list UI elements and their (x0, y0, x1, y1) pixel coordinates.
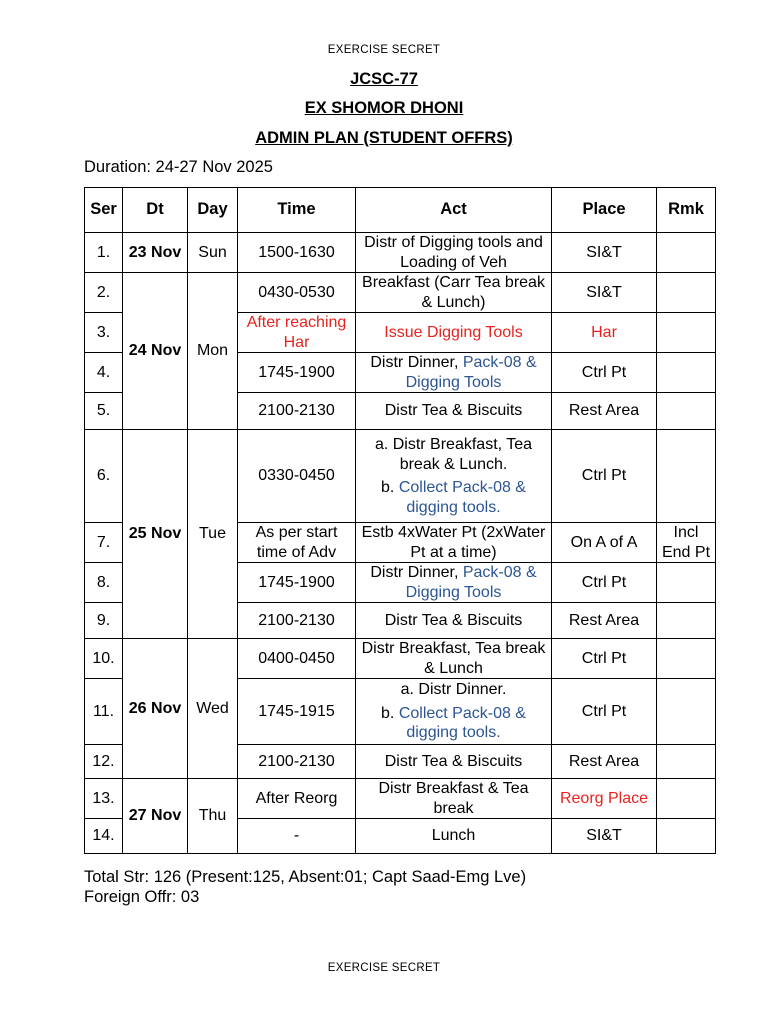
rmk-cell (657, 819, 716, 854)
time-cell: 2100-2130 (238, 603, 356, 639)
time-cell: After reaching Har (238, 313, 356, 353)
place-cell: Ctrl Pt (552, 679, 657, 745)
act-cell: Estb 4xWater Pt (2xWater Pt at a time) (356, 523, 552, 563)
classification-top: EXERCISE SECRET (327, 44, 441, 56)
table-row (85, 233, 716, 273)
time-cell: As per start time of Adv (238, 523, 356, 563)
act-highlight-text: Collect Pack-08 & digging tools. (398, 704, 526, 742)
header-act: Act (356, 188, 552, 233)
ser-cell: 11. (85, 679, 123, 745)
act-cell: Distr Tea & Biscuits (356, 393, 552, 430)
act-item-a: a. Distr Breakfast, Tea break & Lunch. (374, 436, 533, 473)
time-cell: - (238, 819, 356, 854)
time-cell: 0400-0450 (238, 639, 356, 679)
header-day: Day (188, 188, 238, 233)
act-cell: Distr Breakfast & Tea break (356, 779, 552, 819)
time-cell: 1745-1915 (238, 679, 356, 745)
rmk-cell (657, 273, 716, 313)
rmk-cell (657, 603, 716, 639)
place-cell: Reorg Place (552, 779, 657, 819)
ser-cell: 9. (85, 603, 123, 639)
time-cell: 1500-1630 (238, 233, 356, 273)
time-cell: 0330-0450 (238, 430, 356, 523)
table-header-row (85, 188, 716, 233)
time-cell: After Reorg (238, 779, 356, 819)
act-cell: Issue Digging Tools (356, 313, 552, 353)
act-cell: Distr Breakfast, Tea break & Lunch (356, 639, 552, 679)
day-cell: Tue (188, 430, 238, 639)
act-cell (356, 430, 552, 523)
act-item-a: a. Distr Dinner. (400, 681, 507, 699)
date-cell: 26 Nov (123, 639, 188, 779)
ser-cell: 14. (85, 819, 123, 854)
plan-title: ADMIN PLAN (STUDENT OFFRS) (255, 129, 513, 147)
act-item-b-lead: b. (381, 704, 399, 722)
act-highlight-text: Pack-08 & Digging Tools (405, 564, 537, 601)
act-cell (356, 679, 552, 745)
time-cell: 2100-2130 (238, 745, 356, 779)
ser-cell: 13. (85, 779, 123, 819)
place-cell: SI&T (552, 273, 657, 313)
place-cell: Rest Area (552, 603, 657, 639)
place-cell: Ctrl Pt (552, 563, 657, 603)
time-cell: 0430-0530 (238, 273, 356, 313)
place-cell: Rest Area (552, 393, 657, 430)
header-dt: Dt (123, 188, 188, 233)
duration: Duration: 24-27 Nov 2025 (84, 158, 273, 176)
ser-cell: 5. (85, 393, 123, 430)
rmk-cell (657, 393, 716, 430)
act-highlight-text: Pack-08 & Digging Tools (405, 354, 537, 391)
header-ser: Ser (85, 188, 123, 233)
act-text: Distr Dinner, (370, 564, 463, 581)
act-text: Distr Dinner, (370, 354, 463, 371)
place-cell: Ctrl Pt (552, 430, 657, 523)
ser-cell: 1. (85, 233, 123, 273)
rmk-cell (657, 353, 716, 393)
rmk-cell (657, 563, 716, 603)
table-row (85, 273, 716, 313)
ser-cell: 10. (85, 639, 123, 679)
ser-cell: 2. (85, 273, 123, 313)
place-cell: On A of A (552, 523, 657, 563)
place-cell: SI&T (552, 819, 657, 854)
act-cell: Distr Tea & Biscuits (356, 745, 552, 779)
place-cell: Ctrl Pt (552, 353, 657, 393)
exercise-title: EX SHOMOR DHONI (304, 99, 464, 117)
admin-plan-table (84, 187, 716, 854)
ser-cell: 4. (85, 353, 123, 393)
date-cell: 23 Nov (123, 233, 188, 273)
date-cell: 27 Nov (123, 779, 188, 854)
act-cell (356, 563, 552, 603)
rmk-cell (657, 779, 716, 819)
act-item-b-lead: b. (381, 479, 399, 496)
day-cell: Thu (188, 779, 238, 854)
total-strength: Total Str: 126 (Present:125, Absent:01; Capt Saad-Emg Lve) (84, 868, 527, 886)
table-row (85, 430, 716, 523)
table-row (85, 639, 716, 679)
act-cell: Distr Tea & Biscuits (356, 603, 552, 639)
ser-cell: 12. (85, 745, 123, 779)
table-row (85, 779, 716, 819)
act-item-b (359, 478, 548, 517)
act-cell: Distr of Digging tools and Loading of Veh (356, 233, 552, 273)
time-cell: 2100-2130 (238, 393, 356, 430)
act-highlight-text: Collect Pack-08 & digging tools. (398, 479, 526, 516)
act-cell (356, 353, 552, 393)
header-rmk: Rmk (657, 188, 716, 233)
act-item-b (359, 704, 548, 743)
place-cell: SI&T (552, 233, 657, 273)
ser-cell: 3. (85, 313, 123, 353)
date-cell: 24 Nov (123, 273, 188, 430)
rmk-cell (657, 233, 716, 273)
day-cell: Sun (188, 233, 238, 273)
act-cell: Breakfast (Carr Tea break & Lunch) (356, 273, 552, 313)
ser-cell: 8. (85, 563, 123, 603)
course-title: JCSC-77 (350, 70, 418, 88)
day-cell: Wed (188, 639, 238, 779)
day-cell: Mon (188, 273, 238, 430)
rmk-cell (657, 639, 716, 679)
act-cell: Lunch (356, 819, 552, 854)
rmk-cell (657, 430, 716, 523)
place-cell: Rest Area (552, 745, 657, 779)
place-cell: Ctrl Pt (552, 639, 657, 679)
foreign-officers: Foreign Offr: 03 (84, 888, 200, 906)
ser-cell: 6. (85, 430, 123, 523)
date-cell: 25 Nov (123, 430, 188, 639)
place-cell: Har (552, 313, 657, 353)
rmk-cell (657, 313, 716, 353)
classification-bottom: EXERCISE SECRET (327, 962, 441, 974)
header-time: Time (238, 188, 356, 233)
rmk-cell: Incl End Pt (657, 523, 716, 563)
ser-cell: 7. (85, 523, 123, 563)
header-place: Place (552, 188, 657, 233)
time-cell: 1745-1900 (238, 563, 356, 603)
rmk-cell (657, 679, 716, 745)
time-cell: 1745-1900 (238, 353, 356, 393)
rmk-cell (657, 745, 716, 779)
